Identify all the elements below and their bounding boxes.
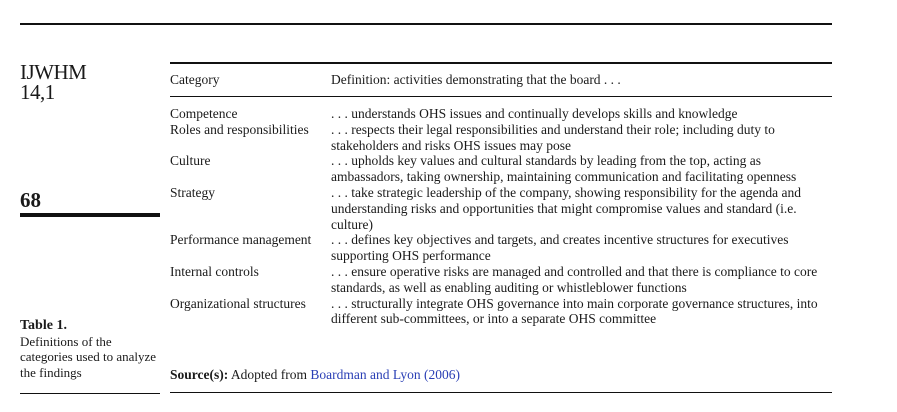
table-body (170, 97, 832, 327)
row-category: Culture (170, 153, 211, 169)
table-bottom-rule (170, 392, 832, 393)
table-row (170, 122, 832, 154)
journal-volume: 14,1 (20, 80, 55, 104)
page-top-rule (20, 23, 832, 25)
row-category: Strategy (170, 184, 215, 200)
journal-header (20, 62, 86, 102)
table-row (170, 232, 832, 264)
table-header-row (170, 64, 832, 96)
row-definition: . . . take strategic leadership of the company, showing responsibility for the agenda and understanding risks and opportunities that might compromise values and standard (i.e. culture) (331, 184, 801, 232)
table-row (170, 185, 832, 232)
row-definition: . . . ensure operative risks are managed and controlled and that there is compliance to core standards, as well as enabling auditing or whistleblower functions (331, 263, 818, 295)
source-text: Adopted from (230, 367, 307, 382)
row-definition: . . . defines key objectives and targets, and creates incentive structures for executives supporting OHS performance (331, 232, 789, 264)
row-definition: . . . understands OHS issues and continually develops skills and knowledge (331, 106, 738, 121)
page-number: 68 (20, 188, 41, 212)
row-definition: . . . upholds key values and cultural standards by leading from the top, acting as ambassadors, taking ownership, maintaining communication and facilitating openness (331, 153, 797, 185)
row-category: Roles and responsibilities (170, 121, 309, 137)
row-definition: . . . respects their legal responsibilities and understand their role; including duty to stakeholders and risks OHS issues may pose (331, 121, 775, 153)
table-row (170, 153, 832, 185)
row-category: Internal controls (170, 263, 259, 279)
caption-bottom-rule (20, 393, 160, 394)
definitions-table (170, 62, 832, 382)
caption-text: Definitions of the categories used to analyze the findings (20, 333, 157, 380)
caption-title: Table 1. (20, 318, 67, 333)
source-label: Source(s): (170, 367, 229, 382)
row-category: Competence (170, 106, 238, 121)
header-category: Category (170, 72, 220, 87)
table-source-note (170, 367, 460, 383)
journal-name: IJWHM (20, 60, 87, 84)
row-definition: . . . structurally integrate OHS governance into main corporate governance structures, into different sub-committees, or into a separate OHS committee (331, 295, 818, 327)
row-category: Organizational structures (170, 295, 306, 311)
table-caption (20, 318, 160, 380)
table-row (170, 296, 832, 328)
page-number-rule (20, 213, 160, 217)
table-row (170, 106, 832, 122)
header-definition: Definition: activities demonstrating that the board . . . (331, 72, 621, 87)
table-row (170, 264, 832, 296)
row-category: Performance management (170, 232, 312, 248)
source-reference-link[interactable]: Boardman and Lyon (2006) (310, 367, 460, 382)
